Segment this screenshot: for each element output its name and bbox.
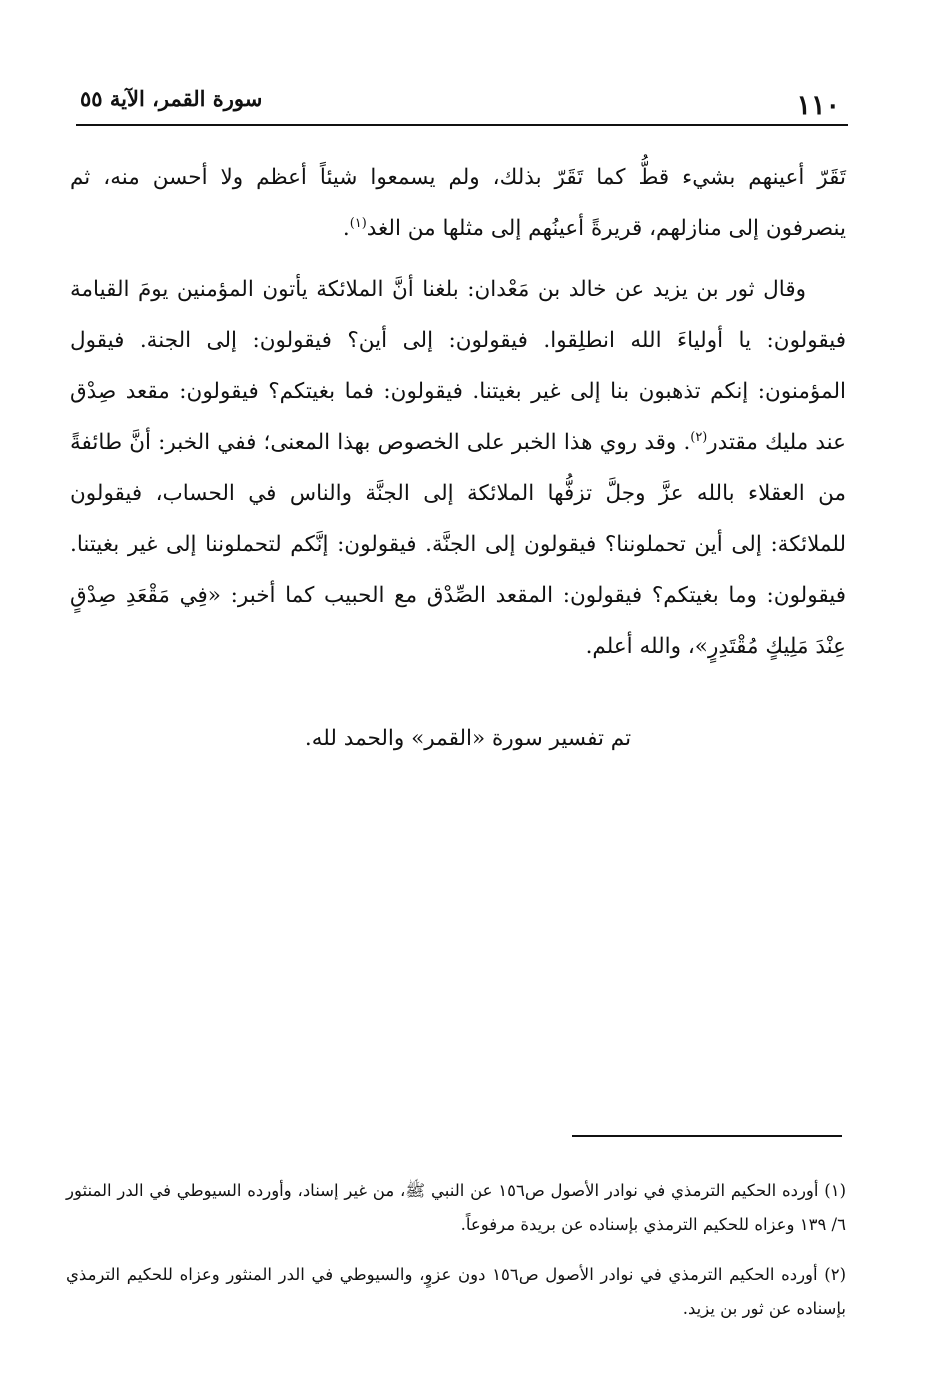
footnote-2 (66, 1258, 846, 1326)
closing-line (70, 726, 856, 751)
paragraph-2 (70, 264, 846, 672)
page-number: ١١٠ (796, 90, 840, 121)
running-title: سورة القمر، الآية ٥٥ (80, 86, 263, 111)
footnotes (66, 1174, 846, 1342)
footnote-1-marker: (١) (824, 1181, 847, 1200)
footnote-2-text: أورده الحكيم الترمذي في نوادر الأصول ص١٥٦ دون عزوٍ، والسيوطي في الدر المنثور وعزاه للحكيم الترمذي بإسناده عن ثور بن يزيد. (66, 1265, 846, 1318)
paragraph-2-part-1: وقال ثور بن يزيد عن خالد بن مَعْدان: بلغنا أنَّ الملائكة يأتون المؤمنين يومَ القيامة فيقولون: يا أولياءَ الله انطلِقوا. فيقولون: إلى أين؟ فيقولون: إلى الجنة. فيقول المؤمنون: إنكم تذهبون بنا إلى غير بغيتنا. فيقولون: فما بغيتكم؟ فيقولون: مقعد صِدْق عند مليك مقتدر (70, 277, 846, 455)
closing-text: تم تفسير سورة «القمر» والحمد لله. (304, 726, 632, 751)
paragraph-1 (70, 152, 846, 254)
paragraph-2-part-2: . وقد روي هذا الخبر على الخصوص بهذا المعنى؛ ففي الخبر: أنَّ طائفةً من العقلاء بالله عزَّ وجلَّ تزفُّها الملائكة إلى الجنَّة والناس في الحساب، فيقولون للملائكة: إلى أين تحملوننا؟ فيقولون إلى الجنَّة. فيقولون: إنَّكم لتحملوننا إلى غير بغيتنا. فيقولون: وما بغيتكم؟ فيقولون: المقعد الصِّدْق مع الحبيب كما أخبر: «فِي مَقْعَدِ صِدْقٍ عِنْدَ مَلِيكٍ مُقْتَدِرٍ»، والله أعلم. (70, 430, 846, 659)
paragraph-1-text: تَقَرّ أعينهم بشيء قطُّ كما تَقَرّ بذلك، ولم يسمعوا شيئاً أعظم ولا أحسن منه، ثم ينصرفون إلى منازلهم، قريرةً أعينُهم إلى مثلها من الغد (70, 165, 846, 241)
footnote-divider (572, 1135, 842, 1137)
page-header (76, 80, 848, 124)
footnote-ref-1: (١) (349, 215, 367, 231)
main-text (70, 152, 846, 682)
footnote-1-text: أورده الحكيم الترمذي في نوادر الأصول ص١٥٦ عن النبي ﷺ، من غير إسناد، وأورده السيوطي في الدر المنثور ٦/ ١٣٩ وعزاه للحكيم الترمذي بإسناده عن بريدة مرفوعاً. (66, 1181, 846, 1234)
footnote-ref-2: (٢) (690, 429, 708, 445)
footnote-2-marker: (٢) (824, 1265, 847, 1284)
paragraph-1-end: . (342, 216, 350, 241)
footnote-1 (66, 1174, 846, 1242)
header-divider (76, 124, 848, 126)
